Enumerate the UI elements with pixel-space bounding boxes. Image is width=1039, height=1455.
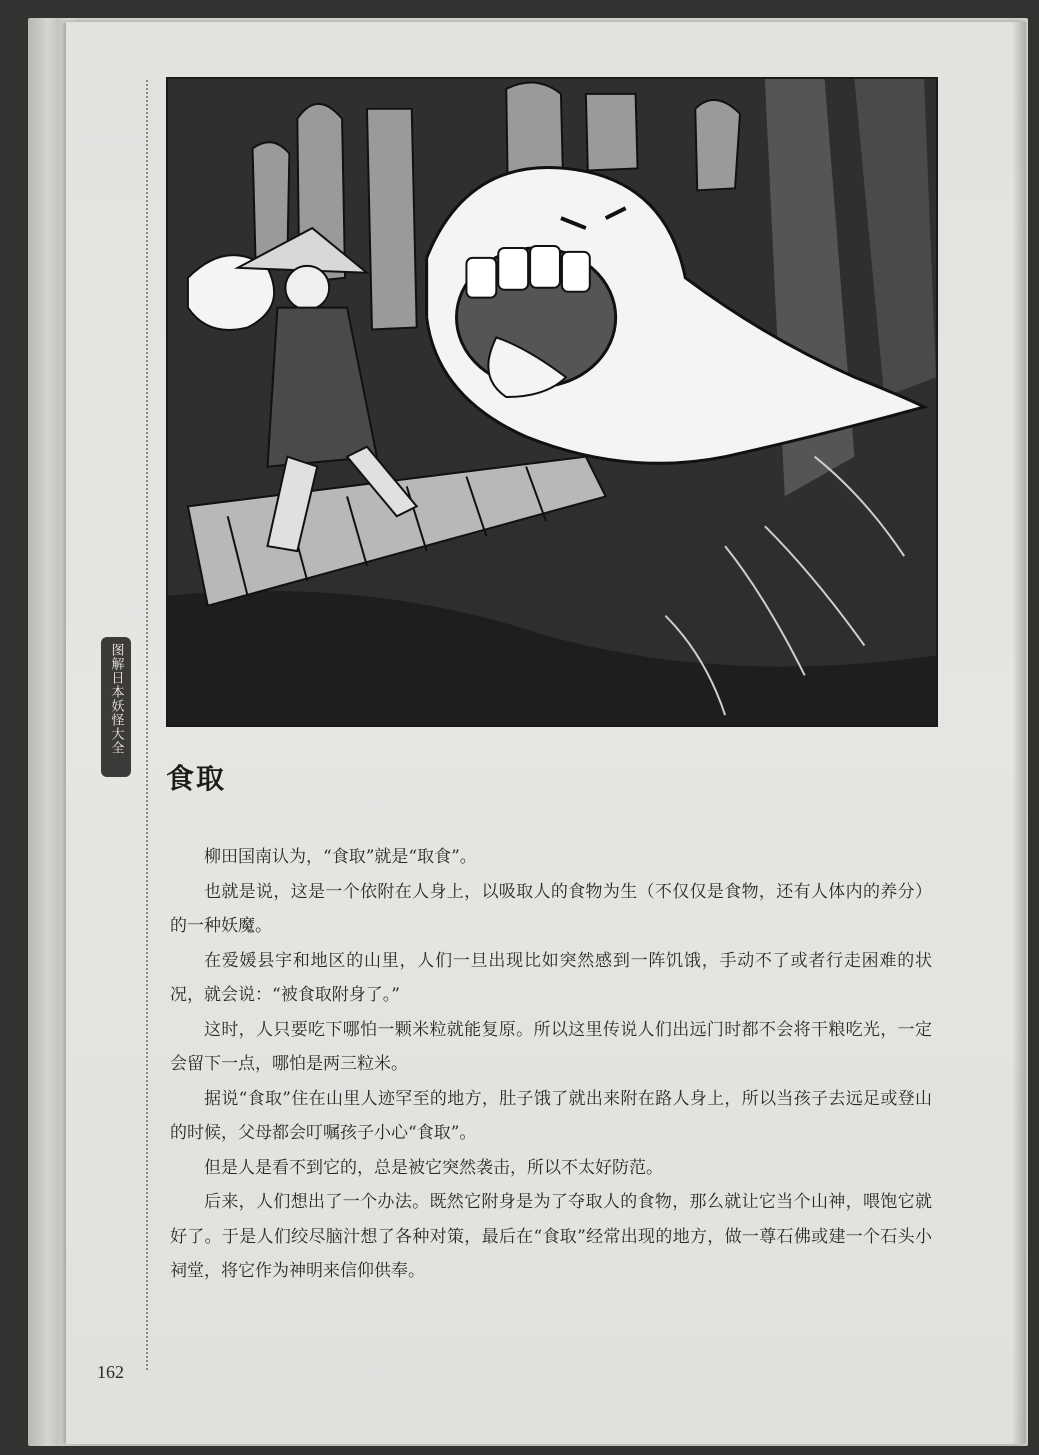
paragraph: 柳田国南认为，“食取”就是“取食”。	[204, 847, 477, 867]
side-tab-label: 图解日本妖怪大全	[108, 643, 124, 755]
paragraph: 在爱媛县宇和地区的山里，人们一旦出现比如突然感到一阵饥饿，手动不了或者行走困难的状况，就会说：“被食取附身了。”	[170, 950, 932, 1005]
page-number: 162	[97, 1362, 124, 1382]
paragraph: 但是人是看不到它的，总是被它突然袭击，所以不太好防范。	[204, 1157, 663, 1178]
margin-dotted-rule	[146, 80, 148, 1370]
traveller-face	[285, 266, 329, 310]
ink-illustration	[166, 77, 938, 727]
illustration-drawing	[168, 79, 936, 725]
paragraph: 也就是说，这是一个依附在人身上，以吸取人的食物为生（不仅仅是食物，还有人体内的养分）的一种妖魔。	[170, 881, 932, 936]
article-body	[170, 840, 932, 1289]
paragraph: 后来，人们想出了一个办法。既然它附身是为了夺取人的食物，那么就让它当个山神，喂饱它就好了。于是人们绞尽脑汁想了各种对策，最后在“食取”经常出现的地方，做一尊石佛或建一个石头小祠堂，将它作为神明来信仰供奉。	[170, 1192, 932, 1281]
page-gutter-shadow	[1012, 22, 1026, 1444]
side-tab	[101, 637, 131, 777]
article-title: 食取	[166, 762, 227, 795]
paragraph: 据说“食取”住在山里人迹罕至的地方，肚子饿了就出来附在路人身上，所以当孩子去远足或登山的时候，父母都会叮嘱孩子小心“食取”。	[170, 1088, 932, 1143]
paragraph: 这时，人只要吃下哪怕一颗米粒就能复原。所以这里传说人们出远门时都不会将干粮吃光，一定会留下一点，哪怕是两三粒米。	[170, 1019, 932, 1074]
